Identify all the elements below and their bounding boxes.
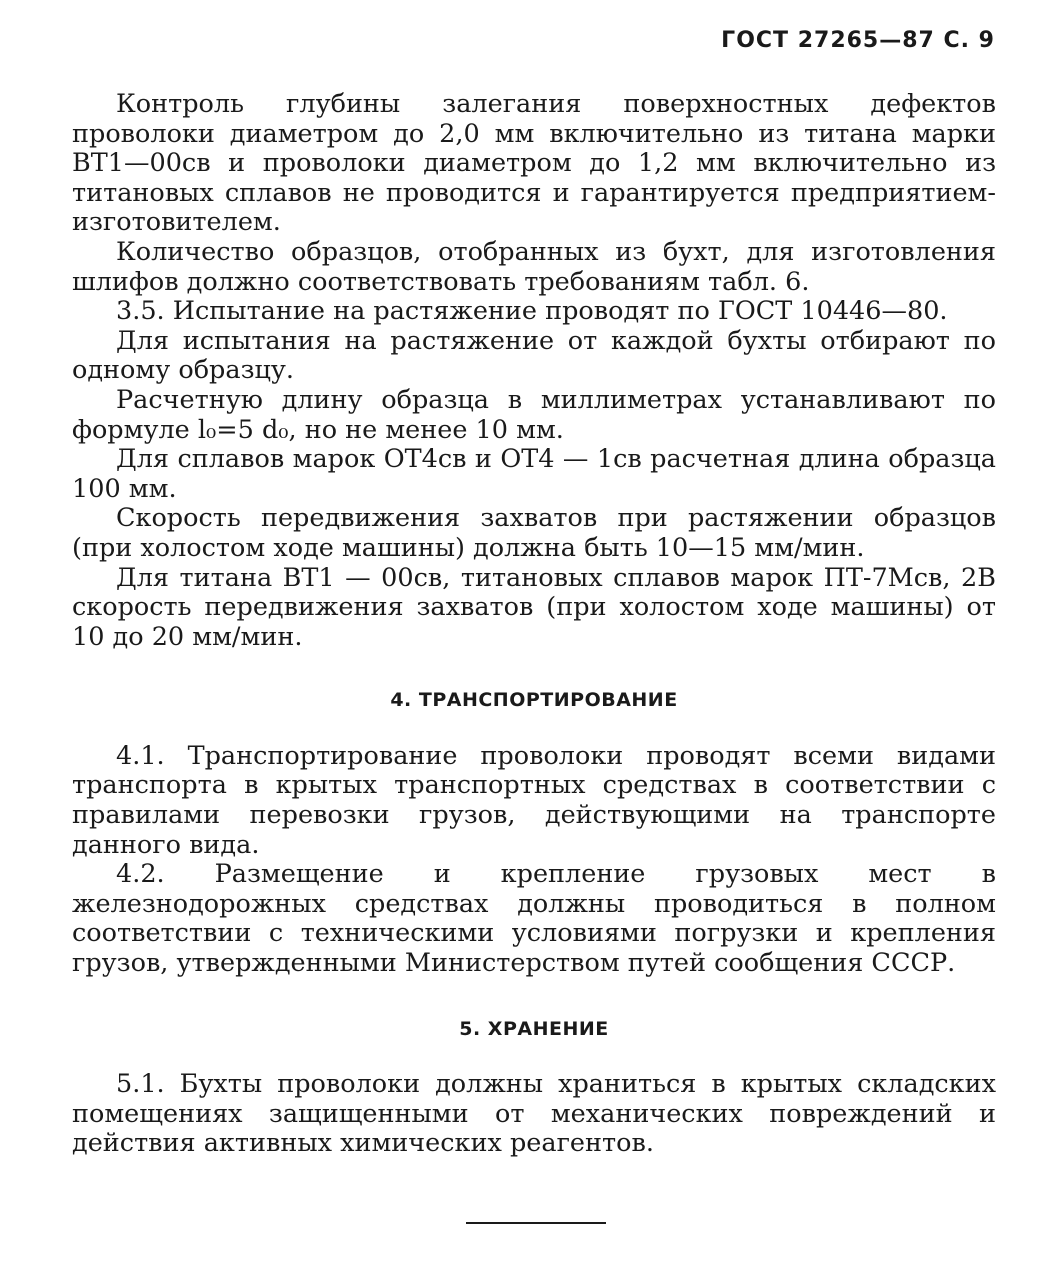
- paragraph-sample-count: Количество образцов, отобранных из бухт, для изготовления шлифов должно соответствовать требованиям табл. 6.: [72, 236, 996, 297]
- paragraph-3-5: 3.5. Испытание на растяжение проводят по ГОСТ 10446—80.: [116, 296, 948, 327]
- paragraph-titanium-speed: Для титана ВТ1 — 00св, титановых сплавов марок ПТ-7Мсв, 2В скорость передвижения захватов (при холостом ходе машины) от 10 до 20 мм/мин.: [72, 562, 996, 652]
- end-rule-divider: [466, 1222, 606, 1224]
- paragraph-gauge-length: Расчетную длину образца в миллиметрах устанавливают по формуле l₀=5 d₀, но не менее 10 мм.: [72, 384, 996, 445]
- paragraph-4-2: 4.2. Размещение и крепление грузовых мест в железнодорожных средствах должны проводиться в полном соответствии с техническими условиями погрузки и крепления грузов, утвержденными Министерством путей сообщения СССР.: [72, 859, 996, 979]
- paragraph-surface-defects: Контроль глубины залегания поверхностных дефектов проволоки диаметром до 2,0 мм включительно из титана марки ВТ1—00св и проволоки диаметром до 1,2 мм включительно из титановых сплавов не проводится и гарантируется предприятием-изготовителем.: [72, 89, 996, 238]
- section-title-storage: 5. ХРАНЕНИЕ: [459, 1017, 609, 1040]
- running-head: ГОСТ 27265—87 С. 9: [721, 28, 995, 53]
- paragraph-grip-speed: Скорость передвижения захватов при растяжении образцов (при холостом ходе машины) должна быть 10—15 мм/мин.: [72, 503, 996, 563]
- paragraph-5-1: 5.1. Бухты проволоки должны храниться в крытых складских помещениях защищенными от механических повреждений и действия активных химических реагентов.: [72, 1069, 996, 1159]
- paragraph-one-sample: Для испытания на растяжение от каждой бухты отбирают по одному образцу.: [72, 325, 996, 386]
- paragraph-alloy-length: Для сплавов марок ОТ4св и ОТ4 — 1св расчетная длина образца 100 мм.: [72, 444, 996, 504]
- document-body: [72, 90, 996, 1159]
- paragraph-4-1: 4.1. Транспортирование проволоки проводят всеми видами транспорта в крытых транспортных средствах в соответствии с правилами перевозки грузов, действующими на транспорте данного вида.: [72, 740, 996, 860]
- section-title-transportation: 4. ТРАНСПОРТИРОВАНИЕ: [390, 689, 678, 712]
